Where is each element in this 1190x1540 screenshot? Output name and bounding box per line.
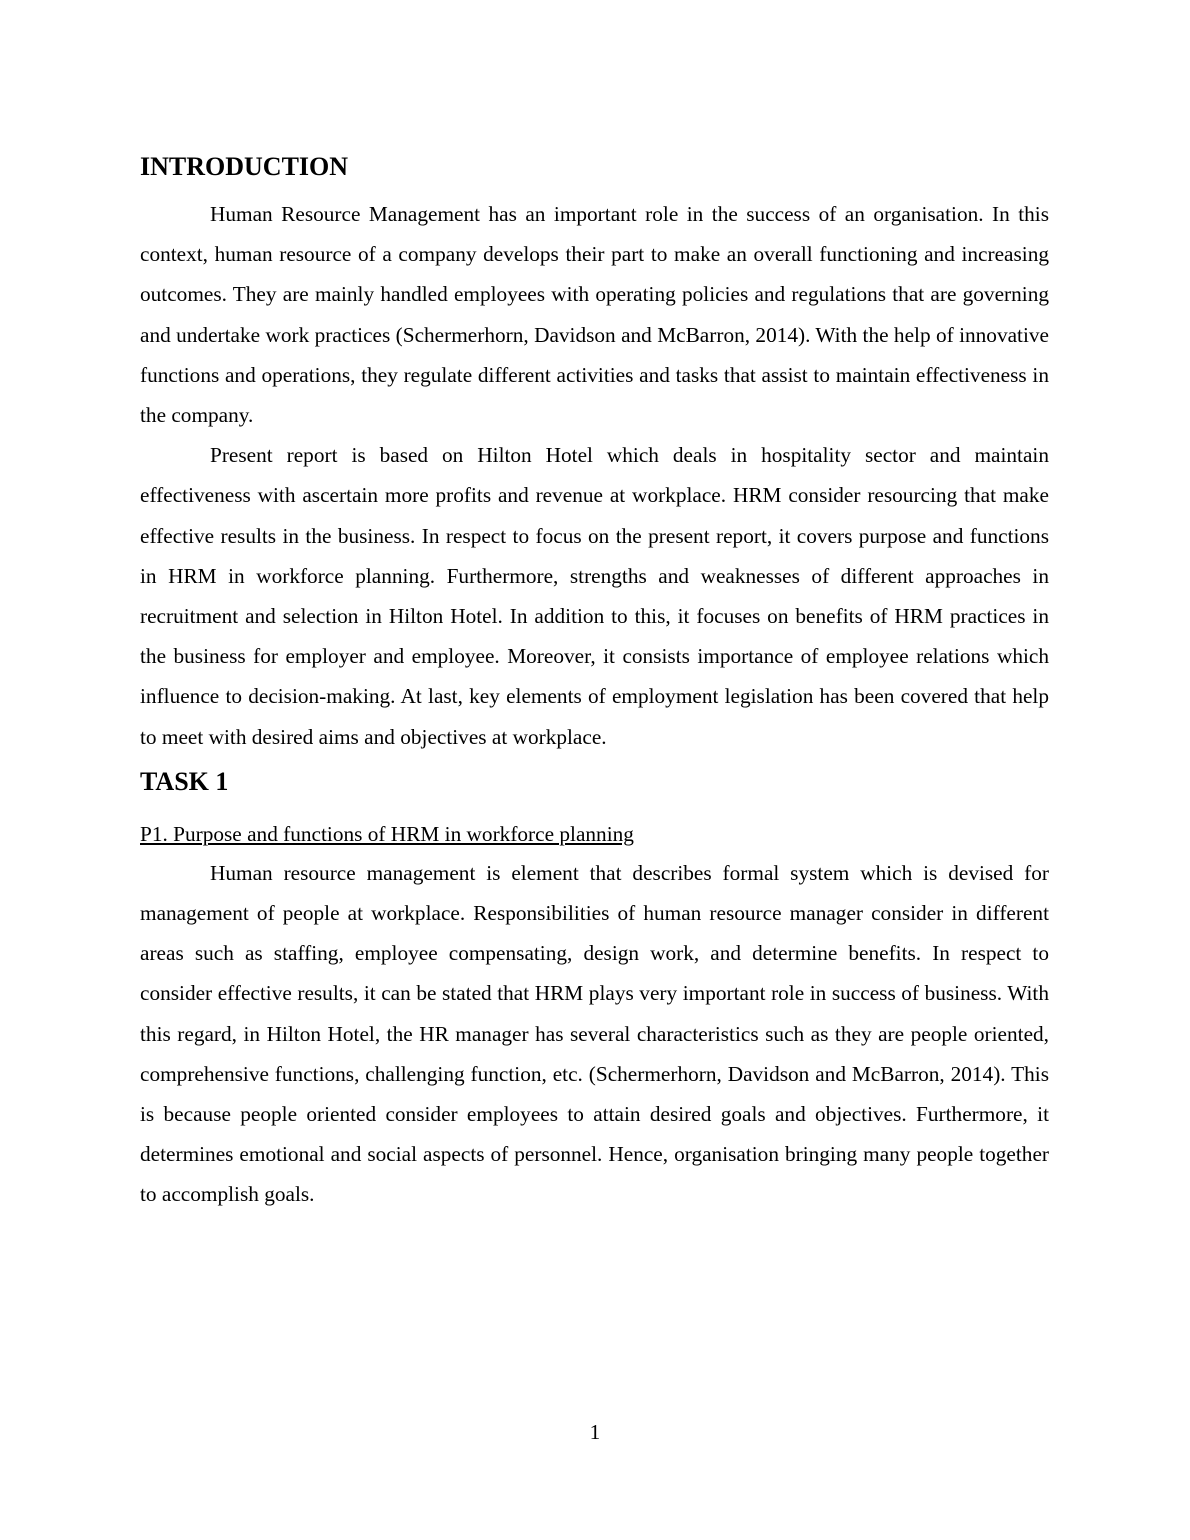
task-1-paragraph-1: Human resource management is element that describes formal system which is devised for management of people at workplace. Responsibilities of human resource manager consider in different areas such as staffing, employee compensating, design work, and determine benefits. In respect to consider effective results, it can be stated that HRM plays very important role in success of business. With this regard, in Hilton Hotel, the HR manager has several characteristics such as they are people oriented, comprehensive functions, challenging function, etc. (Schermerhorn, Davidson and McBarron, 2014). This is because people oriented consider employees to attain desired goals and objectives. Furthermore, it determines emotional and social aspects of personnel. Hence, organisation bringing many people together to accomplish goals. xyxy=(140,860,1049,1207)
introduction-paragraph-2: Present report is based on Hilton Hotel which deals in hospitality sector and maintain effectiveness with ascertain more profits and revenue at workplace. HRM consider resourcing that make effective results in the business. In respect to focus on the present report, it covers purpose and functions in HRM in workforce planning. Furthermore, strengths and weaknesses of different approaches in recruitment and selection in Hilton Hotel. In addition to this, it focuses on benefits of HRM practices in the business for employer and employee. Moreover, it consists importance of employee relations which influence to decision-making. At last, key elements of employment legislation has been covered that help to meet with desired aims and objectives at workplace. xyxy=(140,443,1049,749)
p1-subheading: P1. Purpose and functions of HRM in workforce planning xyxy=(140,821,634,846)
document-page xyxy=(140,150,1049,1215)
page-number: 1 xyxy=(589,1420,601,1444)
task-1-heading: TASK 1 xyxy=(140,766,229,796)
introduction-paragraph-1: Human Resource Management has an important role in the success of an organisation. In this context, human resource of a company develops their part to make an overall functioning and increasing outcomes. They are mainly handled employees with operating policies and regulations that are governing and undertake work practices (Schermerhorn, Davidson and McBarron, 2014). With the help of innovative functions and operations, they regulate different activities and tasks that assist to maintain effectiveness in the company. xyxy=(140,202,1049,428)
introduction-heading: INTRODUCTION xyxy=(140,152,349,181)
